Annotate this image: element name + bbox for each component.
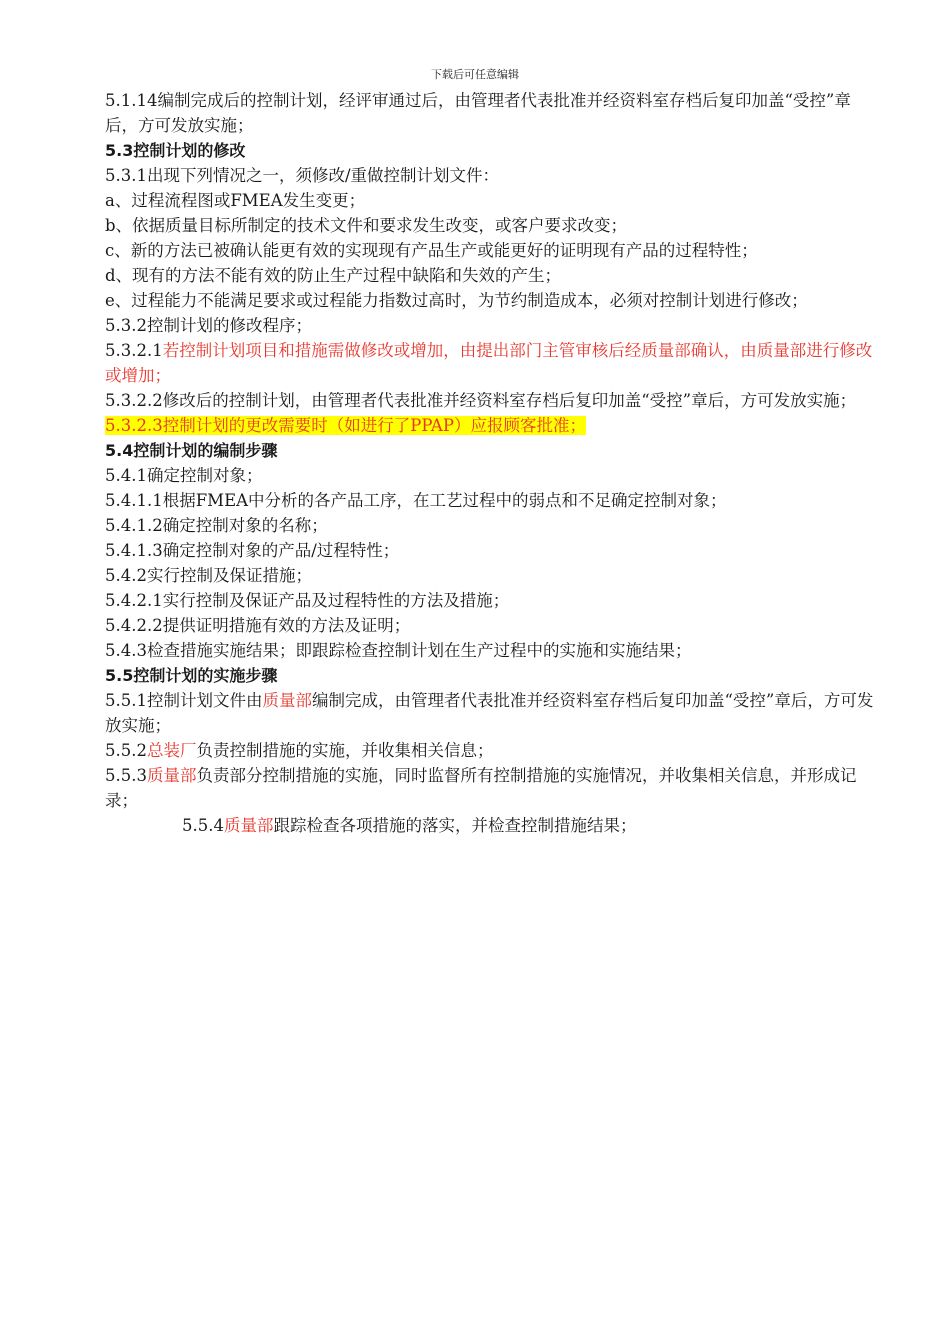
para-5-5-1: [105, 688, 875, 738]
para-5-3-2-1: [105, 338, 875, 388]
text-part: 跟踪检查各项措施的落实，并检查控制措施结果；: [273, 816, 637, 835]
highlighted-text: 控制计划的更改需要时（如进行了PPAP）应报顾客批准；: [162, 416, 586, 435]
para-5-3-2: 5.3.2控制计划的修改程序；: [105, 316, 312, 335]
text-part: 负责部分控制措施的实施，同时监督所有控制措施的实施情况，并收集相关信息，并形成记录；: [105, 766, 857, 810]
heading-5-3: 5.3控制计划的修改: [105, 141, 246, 160]
item-b: b、依据质量目标所制定的技术文件和要求发生改变，或客户要求改变；: [105, 216, 628, 235]
document-body: [105, 88, 875, 838]
para-5-3-1: 5.3.1出现下列情况之一，须修改/重做控制计划文件：: [105, 166, 500, 185]
para-5-3-2-2: 5.3.2.2修改后的控制计划，由管理者代表批准并经资料室存档后复印加盖“受控”章后，方可发放实施；: [105, 391, 857, 410]
item-d: d、现有的方法不能有效的防止生产过程中缺陷和失效的产生；: [105, 266, 562, 285]
page-header: 下载后可任意编辑: [431, 68, 519, 81]
para-5-4-1-3: 5.4.1.3确定控制对象的产品/过程特性；: [105, 541, 400, 560]
text-part: 编制完成，由管理者代表批准并经资料室存档后复印加盖“受控”章后，方可发放实施；: [105, 691, 874, 735]
red-dept: 质量部: [146, 766, 197, 785]
para-5-4-3: 5.4.3检查措施实施结果；即跟踪检查控制计划在生产过程中的实施和实施结果；: [105, 641, 692, 660]
heading-5-4: 5.4控制计划的编制步骤: [105, 441, 278, 460]
para-5-4-2-2: 5.4.2.2提供证明措施有效的方法及证明；: [105, 616, 411, 635]
red-dept: 质量部: [262, 691, 312, 710]
para-5-4-1: 5.4.1确定控制对象；: [105, 466, 263, 485]
para-5-4-1-1: 5.4.1.1根据FMEA中分析的各产品工序，在工艺过程中的弱点和不足确定控制对象；: [105, 491, 727, 510]
para-5-5-2: [105, 738, 875, 763]
red-text: 若控制计划项目和措施需做修改或增加，由提出部门主管审核后经质量部确认，由质量部进行修改或增加；: [105, 341, 873, 385]
para-5-1-14: 5.1.14编制完成后的控制计划，经评审通过后，由管理者代表批准并经资料室存档后复印加盖“受控”章后，方可发放实施；: [105, 91, 851, 135]
heading-5-5: 5.5控制计划的实施步骤: [105, 666, 278, 685]
para-5-5-3: [105, 763, 875, 813]
text-part: 负责控制措施的实施，并收集相关信息；: [196, 741, 494, 760]
text-part: 5.5.3: [105, 766, 147, 785]
para-5-4-2-1: 5.4.2.1实行控制及保证产品及过程特性的方法及措施；: [105, 591, 510, 610]
red-dept: 质量部: [223, 816, 274, 835]
text-part: 5.5.1控制计划文件由: [105, 691, 263, 710]
item-a: a、过程流程图或FMEA发生变更；: [105, 191, 366, 210]
item-c: c、新的方法已被确认能更有效的实现现有产品生产或能更好的证明现有产品的过程特性；: [105, 241, 758, 260]
item-e: e、过程能力不能满足要求或过程能力指数过高时，为节约制造成本，必须对控制计划进行修改；: [105, 291, 808, 310]
para-number: 5.3.2.1: [105, 341, 163, 360]
red-dept: 总装厂: [146, 741, 197, 760]
text-part: 5.5.2: [105, 741, 147, 760]
para-5-4-1-2: 5.4.1.2确定控制对象的名称；: [105, 516, 328, 535]
para-5-5-4: [105, 813, 875, 838]
highlighted-number: 5.3.2.3: [105, 416, 163, 435]
para-5-4-2: 5.4.2实行控制及保证措施；: [105, 566, 312, 585]
para-5-3-2-3: [105, 413, 875, 438]
text-part: 5.5.4: [182, 816, 224, 835]
